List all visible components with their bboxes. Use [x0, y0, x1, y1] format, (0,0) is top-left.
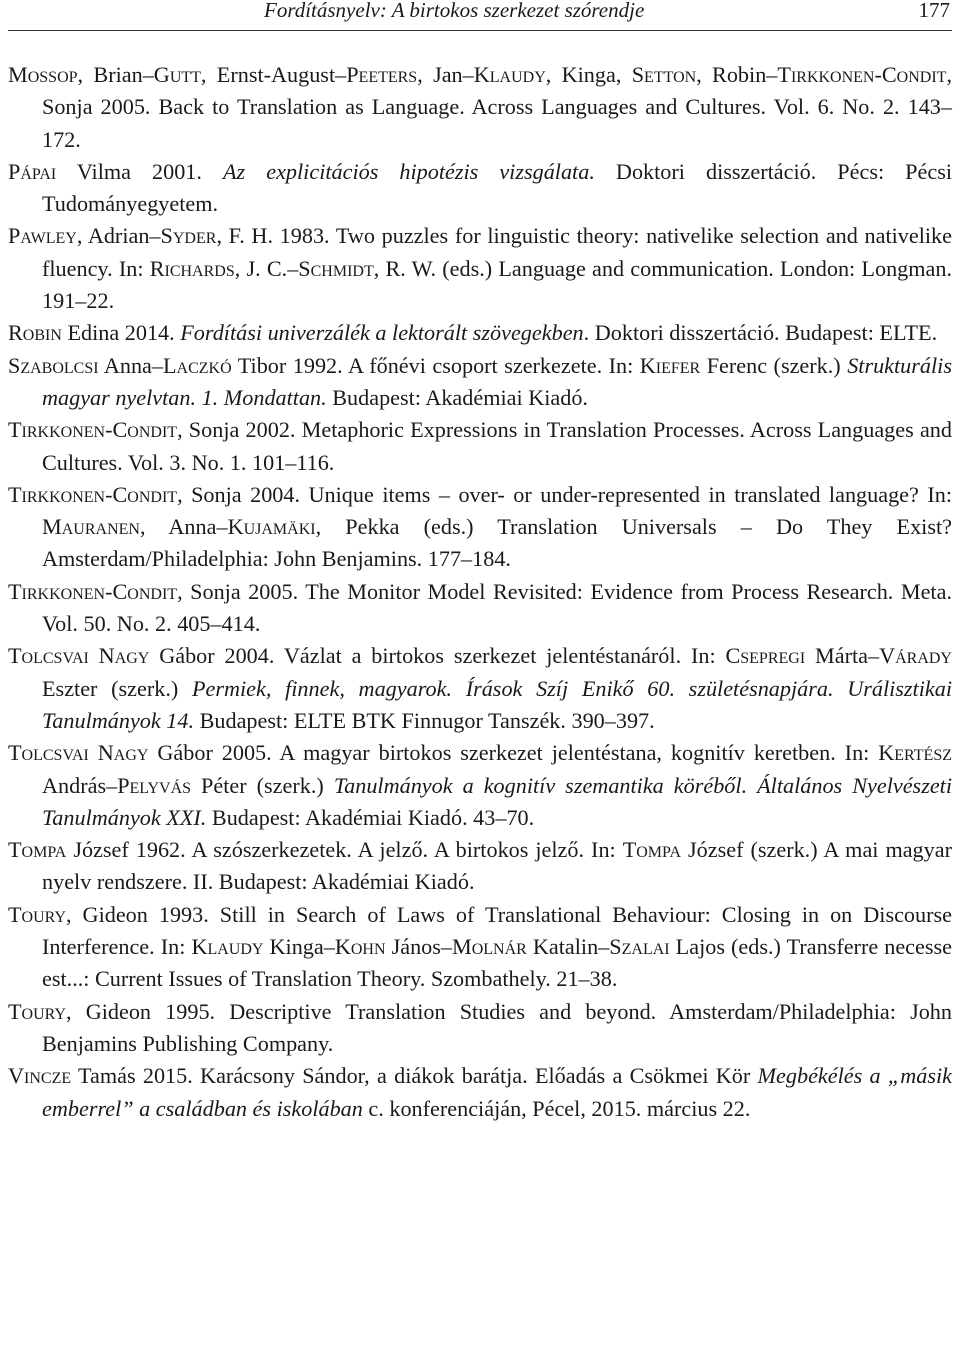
reference-text: , Sonja 2005. The Monitor Model Revisited: Evidence from Process Research. Meta. Vol. 50. No. 2. 405–414.	[42, 578, 952, 637]
reference-text: Gábor 2004. Vázlat a birtokos szerkezet jelentéstanáról. In:	[149, 643, 726, 669]
reference-text: Tibor 1992. A főnévi csoport szerkezete. In:	[231, 352, 640, 378]
reference-text: Tamás 2015. Karácsony Sándor, a diákok barátja. Előadás a Csökmei Kör	[71, 1063, 758, 1089]
author-name: Tompa	[8, 837, 67, 863]
reference-entry-vincze	[8, 1060, 952, 1125]
reference-text: Lajos (eds.) Transferre necesse est...: Current Issues of Translation Theory. Szombathely. 21–38.	[42, 934, 952, 992]
reference-text: András–	[42, 772, 118, 798]
reference-text: Eszter (szerk.)	[42, 675, 192, 701]
reference-text: , R. W. (eds.) Language and communication. London: Longman. 191–22.	[42, 255, 952, 314]
author-name: Vincze	[8, 1063, 72, 1089]
reference-entry-tolcsvai-2005	[8, 737, 952, 834]
reference-text: , Anna–	[139, 514, 228, 540]
author-name: Richards	[149, 255, 235, 281]
reference-text: , Sonja 2005. Back to Translation as Language. Across Languages and Cultures. Vol. 6. No. 2. 143–172.	[42, 62, 952, 152]
reference-text: , Brian–	[77, 62, 154, 87]
reference-text: , Jan–	[417, 62, 474, 87]
reference-text: József 1962. A szószerkezetek. A jelző. A birtokos jelző. In:	[66, 837, 623, 863]
author-name: Szabolcsi	[8, 352, 99, 378]
author-name: Tirkkonen-Condit	[777, 62, 947, 87]
work-title: Fordítási univerzálék a lektorált szövegekben	[180, 320, 584, 346]
author-name: Mossop	[8, 62, 78, 87]
author-name: Kujamäki	[227, 514, 316, 540]
reference-entry-tolcsvai-2004	[8, 640, 952, 737]
reference-list	[8, 59, 952, 1125]
author-name: Klaudy	[191, 934, 264, 960]
author-name: Tolcsvai Nagy	[8, 643, 150, 669]
reference-text: , Sonja 2004. Unique items – over- or under-represented in translated language? In:	[177, 481, 952, 507]
author-name: Pawley	[8, 223, 77, 249]
reference-text: Budapest: Akadémiai Kiadó.	[326, 384, 588, 410]
reference-text: , F. H. 1983. Two puzzles for linguistic theory: nativelike selection and nativelike fluency. In:	[42, 223, 953, 281]
author-name: Tompa	[622, 837, 682, 863]
author-name: Setton	[631, 62, 697, 87]
running-title: Fordításnyelv: A birtokos szerkezet szórendje	[264, 0, 645, 22]
reference-text: , Adrian–	[76, 223, 161, 249]
author-name: Molnár	[451, 934, 527, 960]
reference-text: Péter (szerk.)	[191, 772, 334, 798]
author-name: Mauranen	[42, 514, 140, 540]
author-name: Peeters	[346, 62, 418, 87]
author-name: Tolcsvai Nagy	[8, 740, 149, 766]
reference-text: , Pekka (eds.) Translation Universals – Do They Exist? Amsterdam/Philadelphia: John Benjamins. 177–184.	[42, 514, 952, 572]
reference-text: Vilma 2001.	[56, 158, 223, 184]
author-name: Kohn	[334, 934, 386, 960]
author-name: Robin	[8, 320, 62, 346]
reference-text: Márta–	[805, 643, 880, 669]
reference-text: Anna–	[98, 352, 163, 378]
author-name: Toury	[8, 998, 67, 1024]
reference-text: Kinga–	[263, 934, 335, 960]
reference-entry-toury-1995	[8, 996, 952, 1061]
author-name: Gutt	[153, 62, 201, 87]
reference-text: , Gideon 1995. Descriptive Translation Studies and beyond. Amsterdam/Philadelphia: John Benjamins Publishing Company.	[42, 998, 952, 1056]
reference-entry-tirkkonen-2004	[8, 479, 952, 576]
reference-text: , Gideon 1993. Still in Search of Laws of Translational Behaviour: Closing in on Discourse Interference. In:	[42, 901, 952, 960]
reference-entry-tompa	[8, 834, 952, 899]
reference-entry-toury-1993	[8, 899, 952, 996]
author-name: Tirkkonen-Condit	[8, 417, 178, 443]
reference-text: , J. C.–	[234, 255, 299, 281]
author-name: Kiefer	[639, 352, 701, 378]
author-name: Toury	[8, 901, 67, 927]
author-name: Szalai	[609, 934, 670, 960]
author-name: Várady	[879, 643, 952, 669]
work-title: Megbékélés a „másik emberrel” a családban és iskolában	[42, 1063, 953, 1121]
author-name: Syder	[160, 223, 217, 249]
reference-text: . Doktori disszertáció. Budapest: ELTE.	[583, 320, 938, 346]
reference-text: , Robin–	[696, 62, 778, 87]
reference-text: József (szerk.) A mai magyar nyelv rendszere. II. Budapest: Akadémiai Kiadó.	[42, 837, 952, 895]
reference-entry-papai	[8, 156, 952, 221]
reference-text: , Ernst-August–	[200, 62, 347, 87]
reference-text: Edina 2014.	[61, 320, 181, 346]
page-header	[8, 0, 952, 31]
reference-text: János–	[385, 934, 452, 960]
author-name: Csepregi	[725, 643, 806, 669]
reference-text: , Kinga,	[545, 62, 632, 87]
reference-text: Budapest: Akadémiai Kiadó. 43–70.	[206, 804, 535, 830]
author-name: Kertész	[878, 740, 952, 766]
reference-entry-tirkkonen-2005	[8, 576, 952, 641]
author-name: Tirkkonen-Condit	[8, 481, 178, 507]
work-title: Strukturális magyar nyelvtan. 1. Mondattan.	[42, 352, 952, 410]
work-title: Tanulmányok a kognitív szemantika köréből. Általános Nyelvészeti Tanulmányok XXI.	[42, 772, 952, 830]
reference-text: Ferenc (szerk.)	[700, 352, 848, 378]
reference-entry-szabolcsi	[8, 350, 952, 415]
reference-entry-mossop	[8, 59, 952, 156]
reference-text: c. konferenciáján, Pécel, 2015. március 22.	[362, 1095, 751, 1121]
author-name: Laczkó	[163, 352, 232, 378]
reference-entry-robin	[8, 317, 952, 349]
author-name: Tirkkonen-Condit	[8, 578, 178, 604]
reference-entry-pawley	[8, 220, 952, 317]
reference-text: Gábor 2005. A magyar birtokos szerkezet jelentéstana, kognitív keretben. In:	[148, 740, 879, 766]
work-title: Az explicitációs hipotézis vizsgálata.	[223, 158, 595, 184]
work-title: Permiek, finnek, magyarok. Írások Szíj Enikő 60. születésnapjára. Urálisztikai Tanulmányok 14.	[42, 675, 952, 733]
reference-text: Katalin–	[526, 934, 610, 960]
author-name: Schmidt	[298, 255, 374, 281]
reference-entry-tirkkonen-2002	[8, 414, 952, 479]
author-name: Klaudy	[473, 62, 546, 87]
author-name: Pelyvás	[117, 772, 192, 798]
reference-text: , Sonja 2002. Metaphoric Expressions in Translation Processes. Across Languages and Cultures. Vol. 3. No. 1. 101–116.	[42, 417, 952, 475]
reference-text: Doktori disszertáció. Pécs: Pécsi Tudományegyetem.	[42, 158, 953, 217]
reference-text: Budapest: ELTE BTK Finnugor Tanszék. 390–397.	[194, 707, 655, 733]
page-number: 177	[918, 0, 950, 22]
author-name: Pápai	[8, 158, 57, 184]
